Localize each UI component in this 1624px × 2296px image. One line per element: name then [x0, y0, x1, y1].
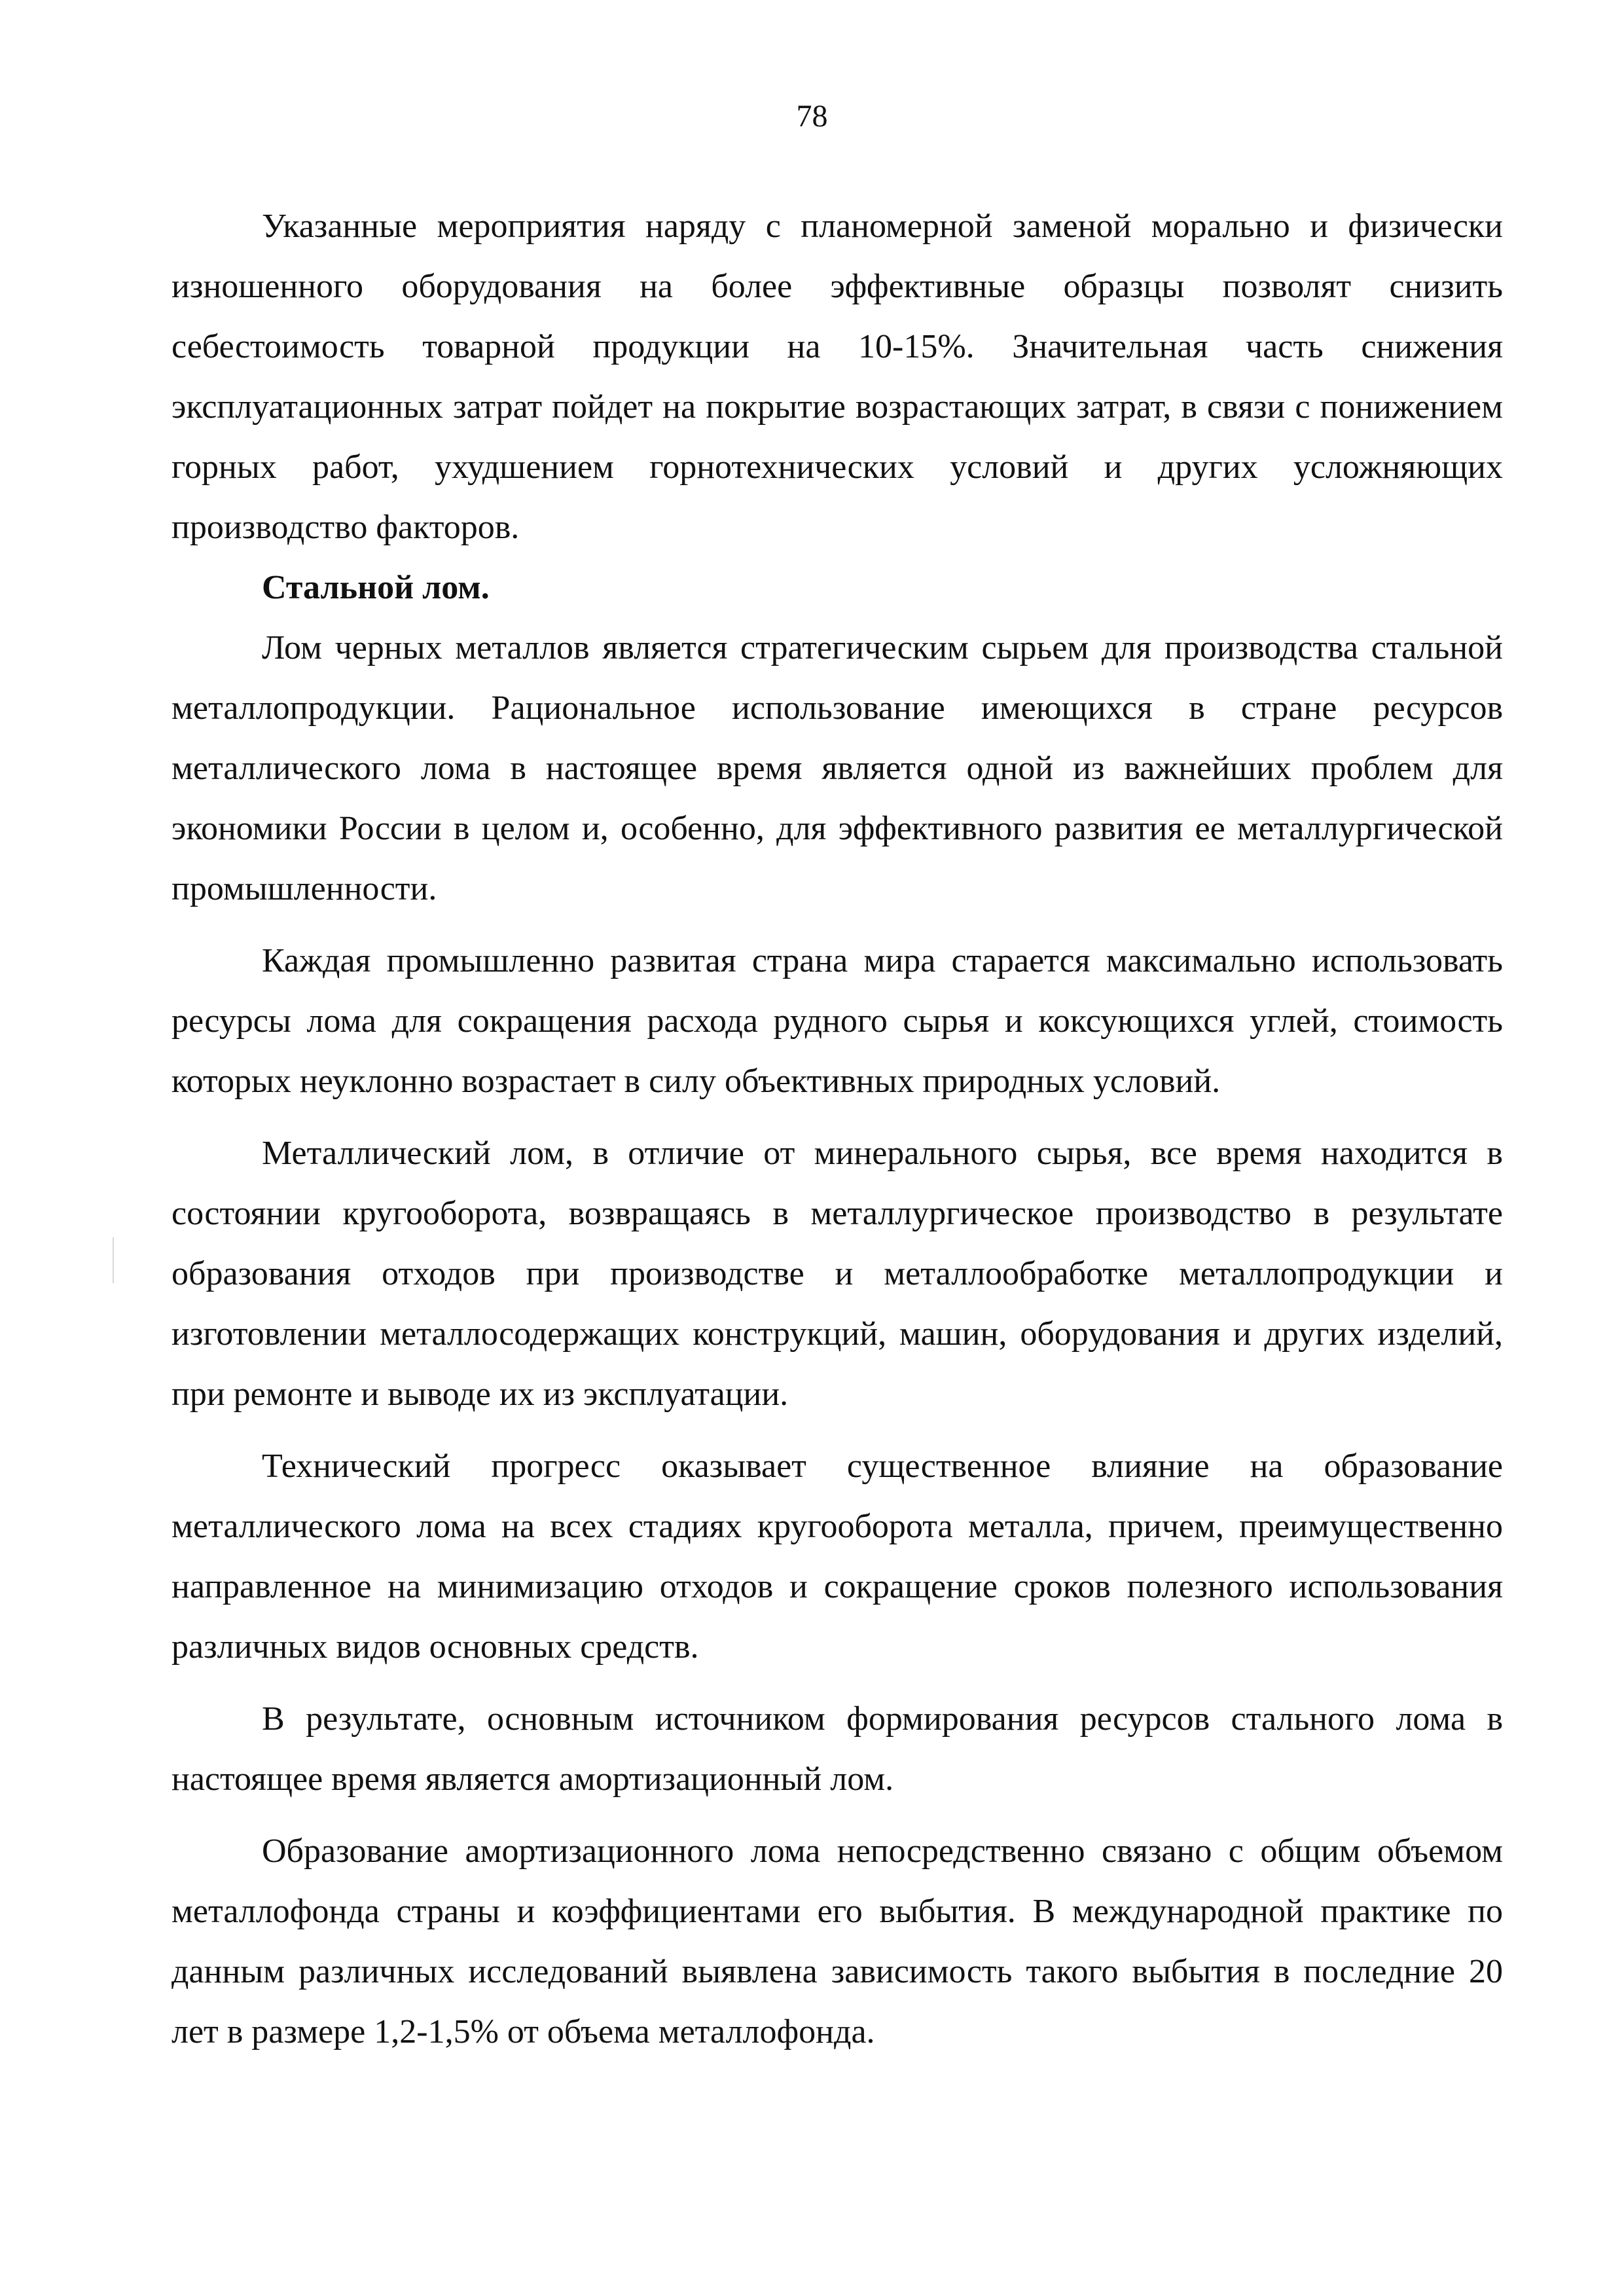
- paragraph-amortization-scrap: В результате, основным источником формирования ресурсов стального лома в настоящее время является амортизационный лом.: [171, 1700, 1503, 1798]
- page-number: 78: [796, 99, 828, 134]
- section-heading-steel-scrap: Стальной лом.: [262, 569, 490, 606]
- paragraph-industrial-countries: Каждая промышленно развитая страна мира старается максимально использовать ресурсы лома для сокращения расхода рудного сырья и коксующихся углей, стоимость которых неуклонно возрастает в силу объективных природных условий.: [171, 942, 1503, 1100]
- document-body: [171, 196, 1503, 2062]
- paragraph-ferrous-scrap: Лом черных металлов является стратегическим сырьем для производства стальной металлопродукции. Рациональное использование имеющихся в стране ресурсов металлического лома в настоящее время является одной из важнейших проблем для экономики России в целом и, особенно, для эффективного развития ее металлургической промышленности.: [171, 629, 1503, 907]
- paragraph-measures: Указанные мероприятия наряду с планомерной заменой морально и физически изношенного оборудования на более эффективные образцы позволят снизить себестоимость товарной продукции на 10-15%. Значительная часть снижения эксплуатационных затрат пойдет на покрытие возрастающих затрат, в связи с понижением горных работ, ухудшением горнотехнических условий и других усложняющих производство факторов.: [171, 208, 1503, 546]
- paragraph-metal-fund: Образование амортизационного лома непосредственно связано с общим объемом металлофонда страны и коэффициентами его выбытия. В международной практике по данным различных исследований выявлена зависимость такого выбытия в последние 20 лет в размере 1,2-1,5% от объема металлофонда.: [171, 1832, 1503, 2050]
- paragraph-technical-progress: Технический прогресс оказывает существенное влияние на образование металлического лома на всех стадиях кругооборота металла, причем, преимущественно направленное на минимизацию отходов и сокращение сроков полезного использования различных видов основных средств.: [171, 1448, 1503, 1666]
- scan-artifact-mark: [113, 1237, 114, 1283]
- paragraph-metal-scrap-circulation: Металлический лом, в отличие от минерального сырья, все время находится в состоянии кругооборота, возвращаясь в металлургическое производство в результате образования отходов при производстве и металлообработке металлопродукции и изготовлении металлосодержащих конструкций, машин, оборудования и других изделий, при ремонте и выводе их из эксплуатации.: [171, 1135, 1503, 1413]
